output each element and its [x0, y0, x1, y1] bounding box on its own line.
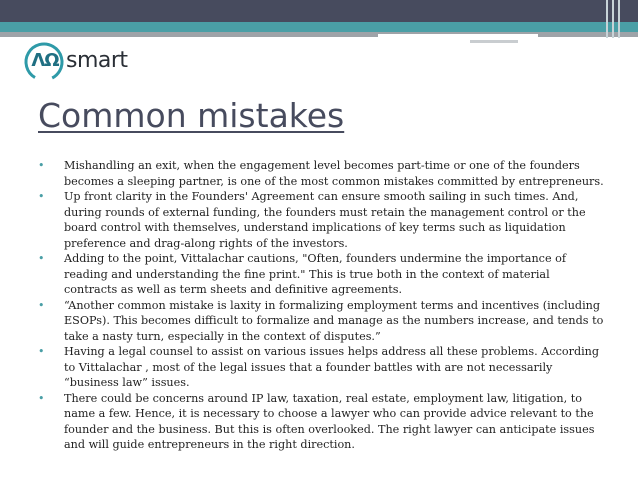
bullet-dot-icon: •	[38, 252, 45, 265]
bullet-dot-icon: •	[38, 298, 45, 312]
logo	[22, 40, 142, 84]
header-stripe-gray	[0, 32, 638, 37]
bullet-text: There could be concerns around IP law, taxation, real estate, employment law, litigation, to name a few. Hence, it is necessary to choose a lawyer who can provide advice relevant to the founder and the business. But this is often overlooked. The right lawyer can anticipate issues and will guide entrepreneurs in the right direction.	[64, 391, 595, 451]
logo-mark: ΛΩ	[31, 50, 59, 71]
bullet-item	[38, 298, 604, 345]
bullet-item	[38, 391, 604, 453]
bullet-list	[38, 158, 604, 453]
bullet-item	[38, 158, 604, 189]
bullet-text: Having a legal counsel to assist on various issues helps address all these problems. According to Vittalachar , most of the legal issues that a founder battles with are not necessarily “business law” issues.	[64, 345, 600, 389]
bullet-text: Adding to the point, Vittalachar cautions, "Often, founders undermine the importance of reading and understanding the fine print." This is true both in the context of material contracts as well as term sheets and definitive agreements.	[64, 252, 566, 296]
bullet-text: “Another common mistake is laxity in formalizing employment terms and incentives (including ESOPs). This becomes difficult to formalize and manage as the numbers increase, and tends to take a nasty turn, especially in the context of disputes.”	[64, 298, 604, 343]
bullet-dot-icon: •	[38, 345, 45, 358]
bullet-item	[38, 251, 604, 298]
bullet-dot-icon: •	[38, 190, 45, 203]
header-vertical-bars	[606, 0, 628, 38]
header-stripe-teal	[0, 22, 638, 32]
bullet-item	[38, 344, 604, 391]
header-accent-line-small	[470, 40, 518, 43]
bullet-dot-icon: •	[38, 391, 45, 405]
bullet-dot-icon: •	[38, 159, 45, 172]
header-accent-line	[378, 34, 538, 38]
header-band	[0, 0, 638, 22]
logo-name: smart	[66, 48, 128, 73]
bullet-text: Mishandling an exit, when the engagement level becomes part-time or one of the founders becomes a sleeping partner, is one of the most common mistakes committed by entrepreneurs.	[64, 159, 604, 188]
bullet-text: Up front clarity in the Founders' Agreement can ensure smooth sailing in such times. And, during rounds of external funding, the founders must retain the management control or the board control with themselves, understand implications of key terms such as liquidation preference and drag-along rights of the investors.	[64, 190, 586, 250]
slide-title: Common mistakes	[38, 96, 345, 135]
bullet-item	[38, 189, 604, 251]
